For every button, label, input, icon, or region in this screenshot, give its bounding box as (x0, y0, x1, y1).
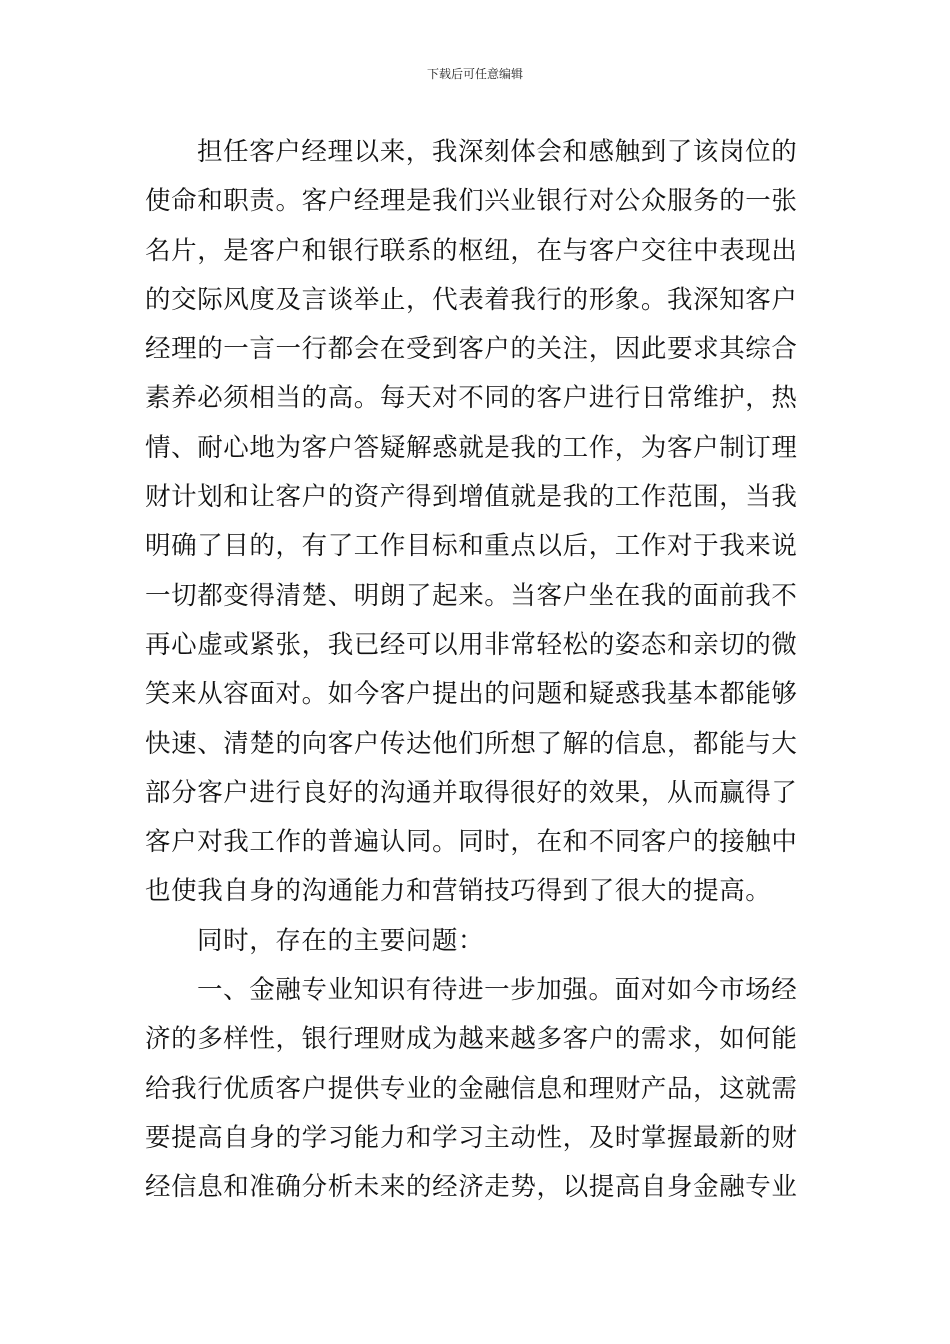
text-line: 使命和职责。客户经理是我们兴业银行对公众服务的一张 (145, 186, 798, 217)
text-line: 同时，存在的主要问题： (197, 925, 485, 956)
text-line: 财计划和让客户的资产得到增值就是我的工作范围，当我 (145, 482, 798, 513)
text-line: 给我行优质客户提供专业的金融信息和理财产品，这就需 (145, 1073, 798, 1104)
text-line: 的交际风度及言谈举止，代表着我行的形象。我深知客户 (145, 284, 798, 315)
text-line: 一、金融专业知识有待进一步加强。面对如今市场经 (197, 975, 798, 1006)
text-line: 快速、清楚的向客户传达他们所想了解的信息，都能与大 (145, 728, 798, 759)
text-line: 明确了目的，有了工作目标和重点以后，工作对于我来说 (145, 531, 798, 562)
text-line: 经理的一言一行都会在受到客户的关注，因此要求其综合 (145, 334, 798, 365)
text-line: 名片，是客户和银行联系的枢纽，在与客户交往中表现出 (145, 235, 798, 266)
text-line: 经信息和准确分析未来的经济走势，以提高自身金融专业 (145, 1172, 798, 1203)
text-line: 笑来从容面对。如今客户提出的问题和疑惑我基本都能够 (145, 679, 798, 710)
page-header: 下载后可任意编辑 (426, 67, 523, 81)
text-line: 担任客户经理以来，我深刻体会和感触到了该岗位的 (197, 137, 798, 167)
text-line: 也使我自身的沟通能力和营销技巧得到了很大的提高。 (145, 876, 772, 907)
text-line: 情、耐心地为客户答疑解惑就是我的工作，为客户制订理 (145, 432, 798, 463)
text-line: 济的多样性，银行理财成为越来越多客户的需求，如何能 (145, 1024, 798, 1055)
text-line: 部分客户进行良好的沟通并取得很好的效果，从而赢得了 (145, 777, 798, 808)
text-line: 一切都变得清楚、明朗了起来。当客户坐在我的面前我不 (145, 580, 798, 611)
document-body (145, 128, 807, 1213)
text-line: 再心虚或紧张，我已经可以用非常轻松的姿态和亲切的微 (145, 629, 798, 660)
text-line: 客户对我工作的普遍认同。同时，在和不同客户的接触中 (145, 827, 798, 858)
text-line: 素养必须相当的高。每天对不同的客户进行日常维护，热 (145, 383, 798, 414)
text-line: 要提高自身的学习能力和学习主动性，及时掌握最新的财 (145, 1122, 798, 1153)
